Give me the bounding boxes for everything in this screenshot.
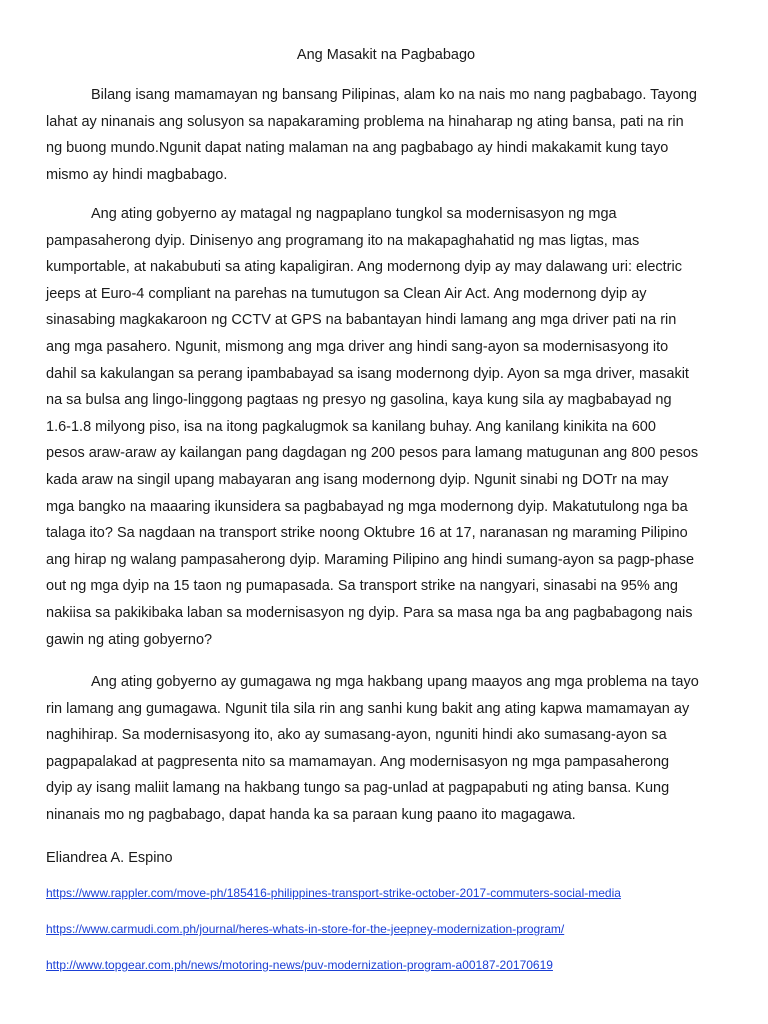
text-line: kumportable, at nakabubuti sa ating kapaligiran. Ang modernong dyip ay may dalawang uri: electric <box>46 259 682 276</box>
text-line: mga bangko na maaaring ikunsidera sa pagbabayad ng mga modernong dyip. Makatutulong nga ba <box>46 498 688 515</box>
text-line: gawin ng ating gobyerno? <box>46 631 213 648</box>
text-line: ang hirap ng walang pampasaherong dyip. Maraming Pilipino ang hindi sumang-ayon sa pagp-phase <box>46 551 695 568</box>
text-line: na sa bulsa ang lingo-linggong pagtaas ng presyo ng gasolina, kaya kung sila ay magbabayad ng <box>46 392 672 409</box>
text-line: ninanais mo ng pagbabago, dapat handa ka sa paraan kung paano ito magagawa. <box>46 806 576 823</box>
text-line: talaga ito? Sa nagdaan na transport strike noong Oktubre 16 at 17, naranasan ng maraming Pilipino <box>46 525 688 542</box>
text-line: ng buong mundo.Ngunit dapat nating malaman na ang pagbabago ay hindi makakamit kung tayo <box>46 140 669 157</box>
text-line: Ang ating gobyerno ay matagal ng nagpaplano tungkol sa modernisasyon ng mga <box>91 206 617 222</box>
text-line: nakiisa sa pakikibaka laban sa modernisasyon ng dyip. Para sa masa nga ba ang pagbabagong nais <box>46 604 693 621</box>
text-line: ang mga pasahero. Ngunit, mismong ang mga driver ang hindi sang-ayon sa modernisasyong ito <box>46 338 669 355</box>
author-name: Eliandrea A. Espino <box>46 850 173 866</box>
text-line: jeeps at Euro-4 compliant na parehas na tumutugon sa Clean Air Act. Ang modernong dyip ay <box>46 285 647 302</box>
paragraph-conclusion <box>46 669 726 829</box>
reference-link-rappler[interactable]: https://www.rappler.com/move-ph/185416-philippines-transport-strike-october-2017-commuters-social-media <box>46 886 621 900</box>
document-title: Ang Masakit na Pagbabago <box>296 47 476 63</box>
text-line: Ang ating gobyerno ay gumagawa ng mga hakbang upang maayos ang mga problema na tayo <box>91 674 699 690</box>
text-line: pagpapalakad at pagpresenta nito sa mamamayan. Ang modernisasyon ng mga pampasaherong <box>46 753 670 770</box>
text-line: dyip ay isang maliit lamang na hakbang tungo sa pag-unlad at pagpapabuti ng ating bansa. Kung <box>46 780 670 797</box>
text-line: rin lamang ang gumagawa. Ngunit tila sila rin ang sanhi kung bakit ang ating kapwa mamamayan ay <box>46 700 690 717</box>
paragraph-body <box>46 201 726 653</box>
text-line: naghihirap. Sa modernisasyong ito, ako ay sumasang-ayon, nguniti hindi ako sumasang-ayon sa <box>46 727 667 744</box>
text-line: sinasabing magkakaroon ng CCTV at GPS na babantayan hindi lamang ang mga driver pati na rin <box>46 312 677 329</box>
text-line: dahil sa kakulangan sa perang ipambabayad sa isang modernong dyip. Ayon sa mga driver, masakit <box>46 365 689 382</box>
document-page <box>46 0 726 1024</box>
text-line: Bilang isang mamamayan ng bansang Pilipinas, alam ko na nais mo nang pagbabago. Tayong <box>91 87 697 103</box>
paragraph-intro <box>46 82 726 188</box>
reference-link-carmudi[interactable]: https://www.carmudi.com.ph/journal/heres-whats-in-store-for-the-jeepney-modernization-program/ <box>46 922 565 936</box>
reference-link-topgear[interactable]: http://www.topgear.com.ph/news/motoring-news/puv-modernization-program-a00187-20170619 <box>46 958 553 972</box>
text-line: kada araw na singil upang mabayaran ang isang modernong dyip. Ngunit sinabi ng DOTr na may <box>46 471 669 488</box>
text-line: lahat ay ninanais ang solusyon sa napakaraming problema na hinaharap ng ating bansa, pati na rin <box>46 113 684 130</box>
text-line: mismo ay hindi magbabago. <box>46 166 228 183</box>
text-line: out ng mga dyip na 15 taon ng pumapasada. Sa transport strike na nangyari, sinasabi na 95% ang <box>46 578 678 595</box>
text-line: pampasaherong dyip. Dinisenyo ang programang ito na makapaghahatid ng mas ligtas, mas <box>46 232 640 249</box>
text-line: 1.6-1.8 milyong piso, isa na itong pagkalugmok sa kanilang buhay. Ang kanilang kinikita na 600 <box>46 418 656 435</box>
text-line: pesos araw-araw ay kailangan pang dagdagan ng 200 pesos para lamang matugunan ang 800 pesos <box>46 445 699 462</box>
